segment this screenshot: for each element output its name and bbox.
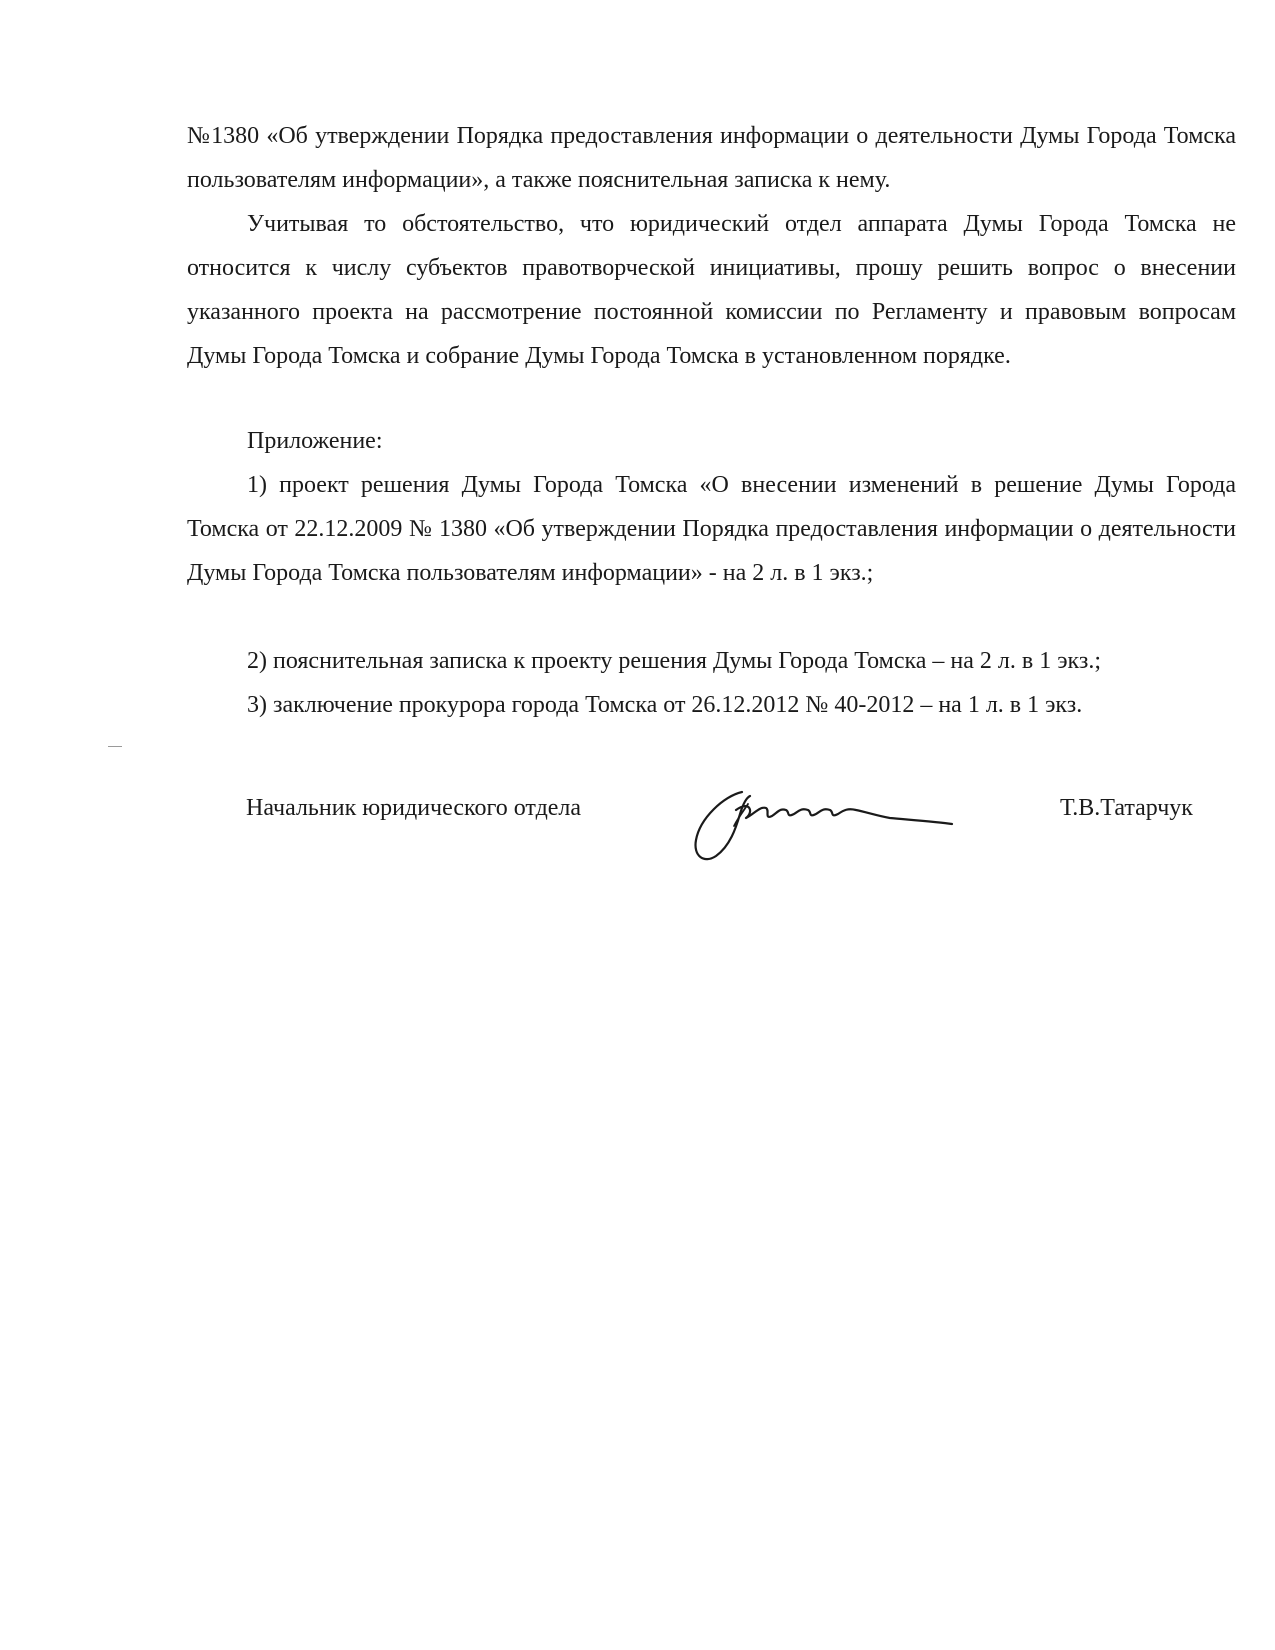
scan-margin-mark	[108, 746, 122, 747]
appendix-item-3: 3) заключение прокурора города Томска от 26.12.2012 № 40-2012 – на 1 л. в 1 экз.	[247, 692, 1083, 718]
appendix-item-1: 1) проект решения Думы Города Томска «О внесении изменений в решение Думы Города Томска от 22.12.2009 № 1380 «Об утверждении Порядка предоставления информации о деятельности Думы Города Томска пользователям информации» - на 2 л. в 1 экз.;	[187, 472, 1236, 586]
appendix-heading: Приложение:	[247, 428, 383, 454]
signatory-name: Т.В.Татарчук	[1060, 795, 1193, 821]
signatory-position-title: Начальник юридического отдела	[246, 795, 582, 821]
request-paragraph: Учитывая то обстоятельство, что юридический отдел аппарата Думы Города Томска не относится к числу субъектов правотворческой инициативы, прошу решить вопрос о внесении указанного проекта на рассмотрение постоянной комиссии по Регламенту и правовым вопросам Думы Города Томска и собрание Думы Города Томска в установленном порядке.	[187, 211, 1236, 369]
continuation-paragraph: №1380 «Об утверждении Порядка предоставления информации о деятельности Думы Города Томска пользователям информации», а также пояснительная записка к нему.	[187, 123, 1236, 193]
handwritten-signature	[690, 770, 1010, 880]
appendix-item-2: 2) пояснительная записка к проекту решения Думы Города Томска – на 2 л. в 1 экз.;	[247, 648, 1102, 674]
